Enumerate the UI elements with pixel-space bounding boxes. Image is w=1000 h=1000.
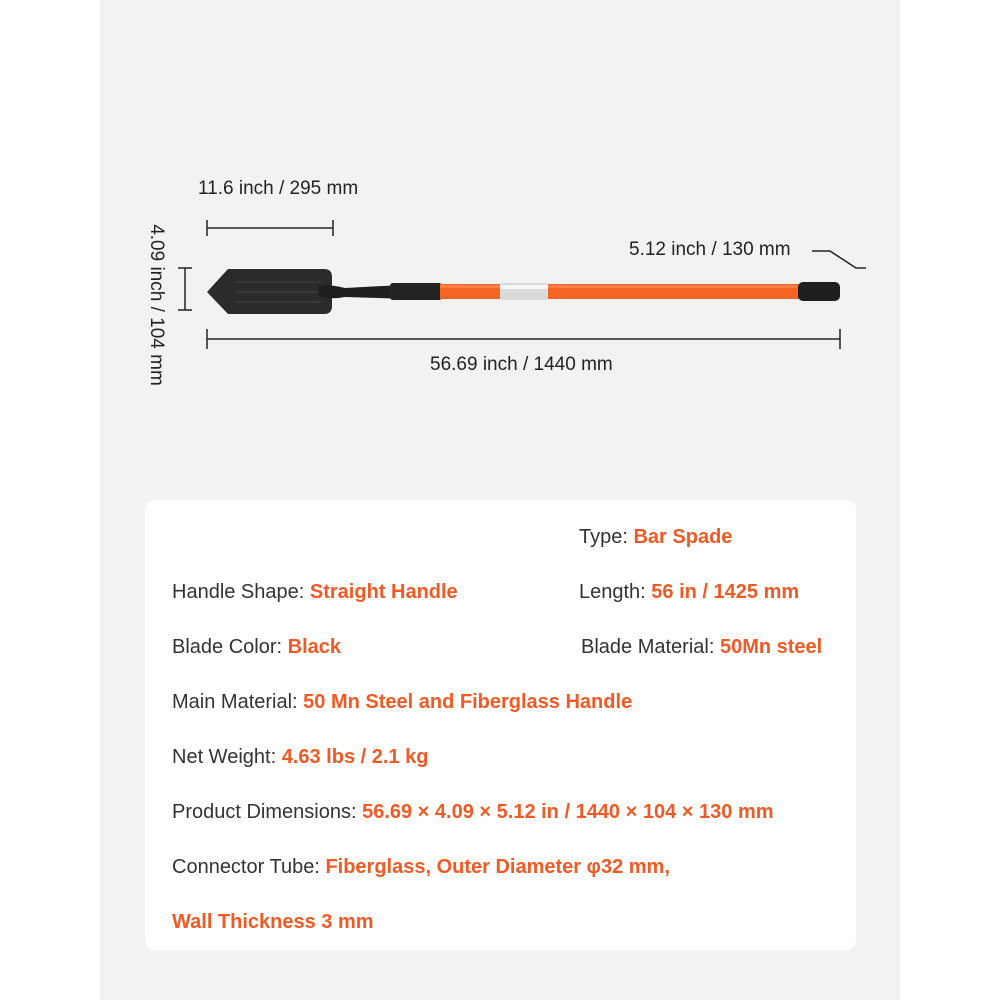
spec-main-material-label: Main Material: — [172, 691, 304, 713]
spec-blade-color-label: Blade Color: — [172, 636, 288, 658]
blade-width-label: 4.09 inch / 104 mm — [146, 224, 167, 386]
spec-length-value: 56 in / 1425 mm — [651, 581, 800, 603]
spec-product-dimensions-value: 56.69 × 4.09 × 5.12 in / 1440 × 104 × 130 mm — [362, 801, 774, 823]
overall-length-dimension-line — [207, 329, 840, 349]
spec-connector-tube — [172, 856, 670, 879]
spec-handle-shape — [172, 581, 458, 604]
spec-connector-tube-continued — [172, 911, 374, 934]
spec-type — [579, 526, 732, 549]
spec-blade-color — [172, 636, 341, 659]
grip-depth-leader-line — [812, 251, 866, 268]
spec-blade-color-value: Black — [287, 636, 341, 658]
spec-main-material — [172, 691, 632, 714]
spec-handle-shape-value: Straight Handle — [309, 581, 458, 603]
spec-blade-material-label: Blade Material: — [581, 636, 720, 658]
spec-blade-material — [581, 636, 822, 659]
grip-depth-label: 5.12 inch / 130 mm — [629, 239, 791, 260]
spec-connector-tube-value: Fiberglass, Outer Diameter φ32 mm, — [325, 856, 670, 878]
spec-net-weight-label: Net Weight: — [172, 746, 282, 768]
blade-length-label: 11.6 inch / 295 mm — [198, 178, 359, 199]
shovel-socket — [390, 283, 442, 300]
blade-width-dimension-line — [178, 268, 192, 310]
spec-connector-tube-label: Connector Tube: — [172, 856, 326, 878]
spec-net-weight — [172, 746, 428, 769]
spec-blade-material-value: 50Mn steel — [719, 636, 823, 658]
spec-length — [579, 581, 799, 604]
spec-handle-shape-label: Handle Shape: — [172, 581, 310, 603]
spec-main-material-value: 50 Mn Steel and Fiberglass Handle — [303, 691, 633, 713]
spec-type-label: Type: — [579, 526, 634, 548]
spec-connector-tube-continued-value: Wall Thickness 3 mm — [172, 911, 374, 933]
shovel-blade — [207, 269, 332, 314]
handle-grip — [798, 282, 840, 301]
spec-length-label: Length: — [579, 581, 652, 603]
overall-length-label: 56.69 inch / 1440 mm — [430, 354, 613, 375]
spec-type-value: Bar Spade — [633, 526, 733, 548]
spec-net-weight-value: 4.63 lbs / 2.1 kg — [281, 746, 429, 768]
blade-length-dimension-line — [207, 220, 333, 236]
spec-product-dimensions — [172, 801, 774, 824]
spec-card — [145, 500, 856, 950]
spec-product-dimensions-label: Product Dimensions: — [172, 801, 363, 823]
